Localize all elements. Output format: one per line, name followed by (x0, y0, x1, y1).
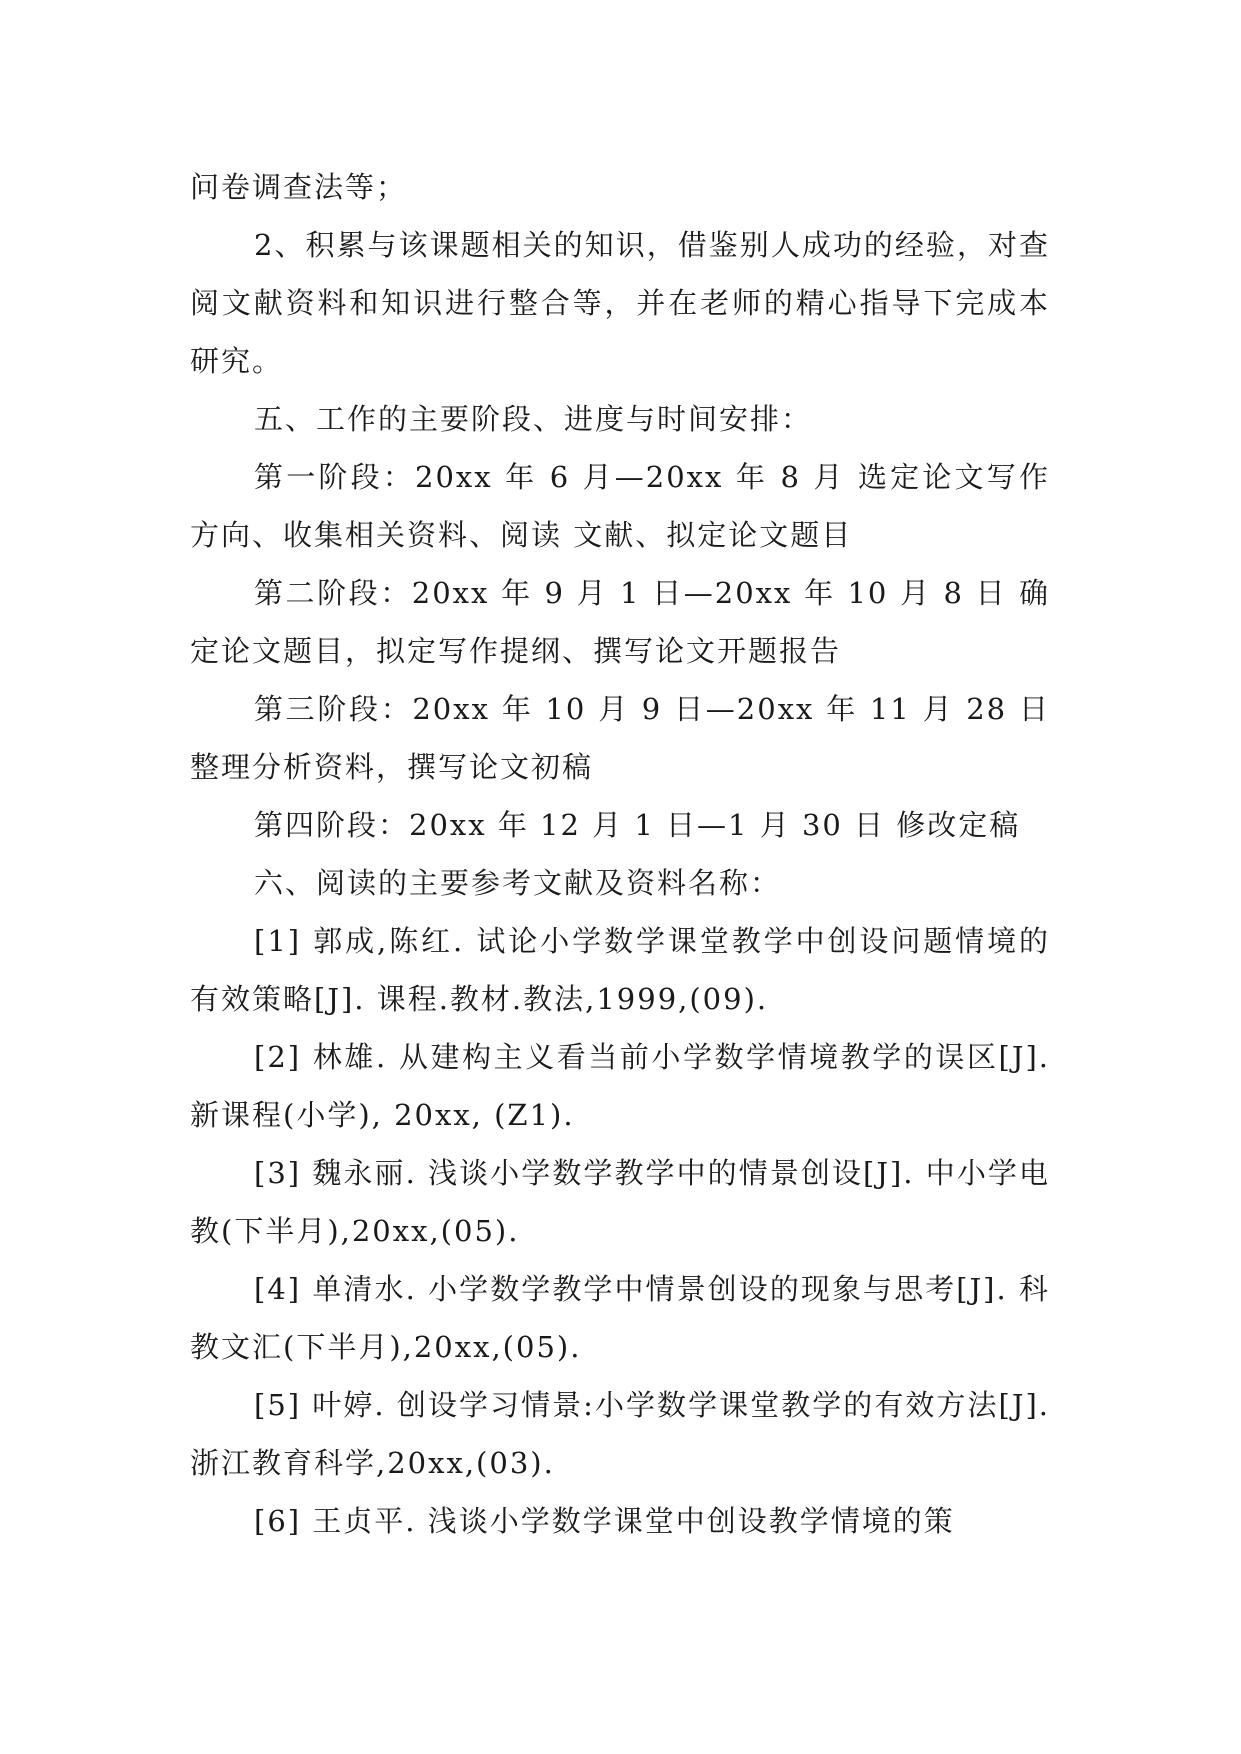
paragraph-continuation: 问卷调查法等； (190, 170, 408, 204)
reference-item-3: [3] 魏永丽. 浅谈小学数学教学中的情景创设[J]. 中小学电教(下半月),20xx,(05). (190, 1156, 1050, 1248)
paragraph-stage-2: 第二阶段：20xx 年 9 月 1 日—20xx 年 10 月 8 日 确定论文题目，拟定写作提纲、撰写论文开题报告 (190, 576, 1050, 668)
section-heading-schedule: 五、工作的主要阶段、进度与时间安排： (254, 402, 813, 436)
document-body (190, 158, 1050, 1550)
section-heading-references: 六、阅读的主要参考文献及资料名称： (254, 866, 782, 900)
reference-item-1: [1] 郭成,陈红. 试论小学数学课堂教学中创设问题情境的有效策略[J]. 课程.教材.教法,1999,(09). (190, 924, 1050, 1016)
reference-item-2: [2] 林雄. 从建构主义看当前小学数学情境教学的误区[J]. 新课程(小学), 20xx, (Z1). (190, 1040, 1050, 1132)
paragraph-stage-4: 第四阶段：20xx 年 12 月 1 日—1 月 30 日 修改定稿 (254, 808, 1021, 842)
reference-item-5: [5] 叶婷. 创设学习情景:小学数学课堂教学的有效方法[J]. 浙江教育科学,20xx,(03). (190, 1388, 1050, 1480)
paragraph-stage-1: 第一阶段：20xx 年 6 月—20xx 年 8 月 选定论文写作方向、收集相关资料、阅读 文献、拟定论文题目 (190, 460, 1050, 552)
reference-item-6: [6] 王贞平. 浅谈小学数学课堂中创设教学情境的策 (254, 1504, 955, 1538)
reference-item-4: [4] 单清水. 小学数学教学中情景创设的现象与思考[J]. 科教文汇(下半月),20xx,(05). (190, 1272, 1050, 1364)
paragraph-stage-3: 第三阶段：20xx 年 10 月 9 日—20xx 年 11 月 28 日 整理分析资料，撰写论文初稿 (190, 692, 1050, 784)
paragraph-method-2: 2、积累与该课题相关的知识，借鉴别人成功的经验，对查阅文献资料和知识进行整合等，并在老师的精心指导下完成本研究。 (190, 228, 1050, 378)
